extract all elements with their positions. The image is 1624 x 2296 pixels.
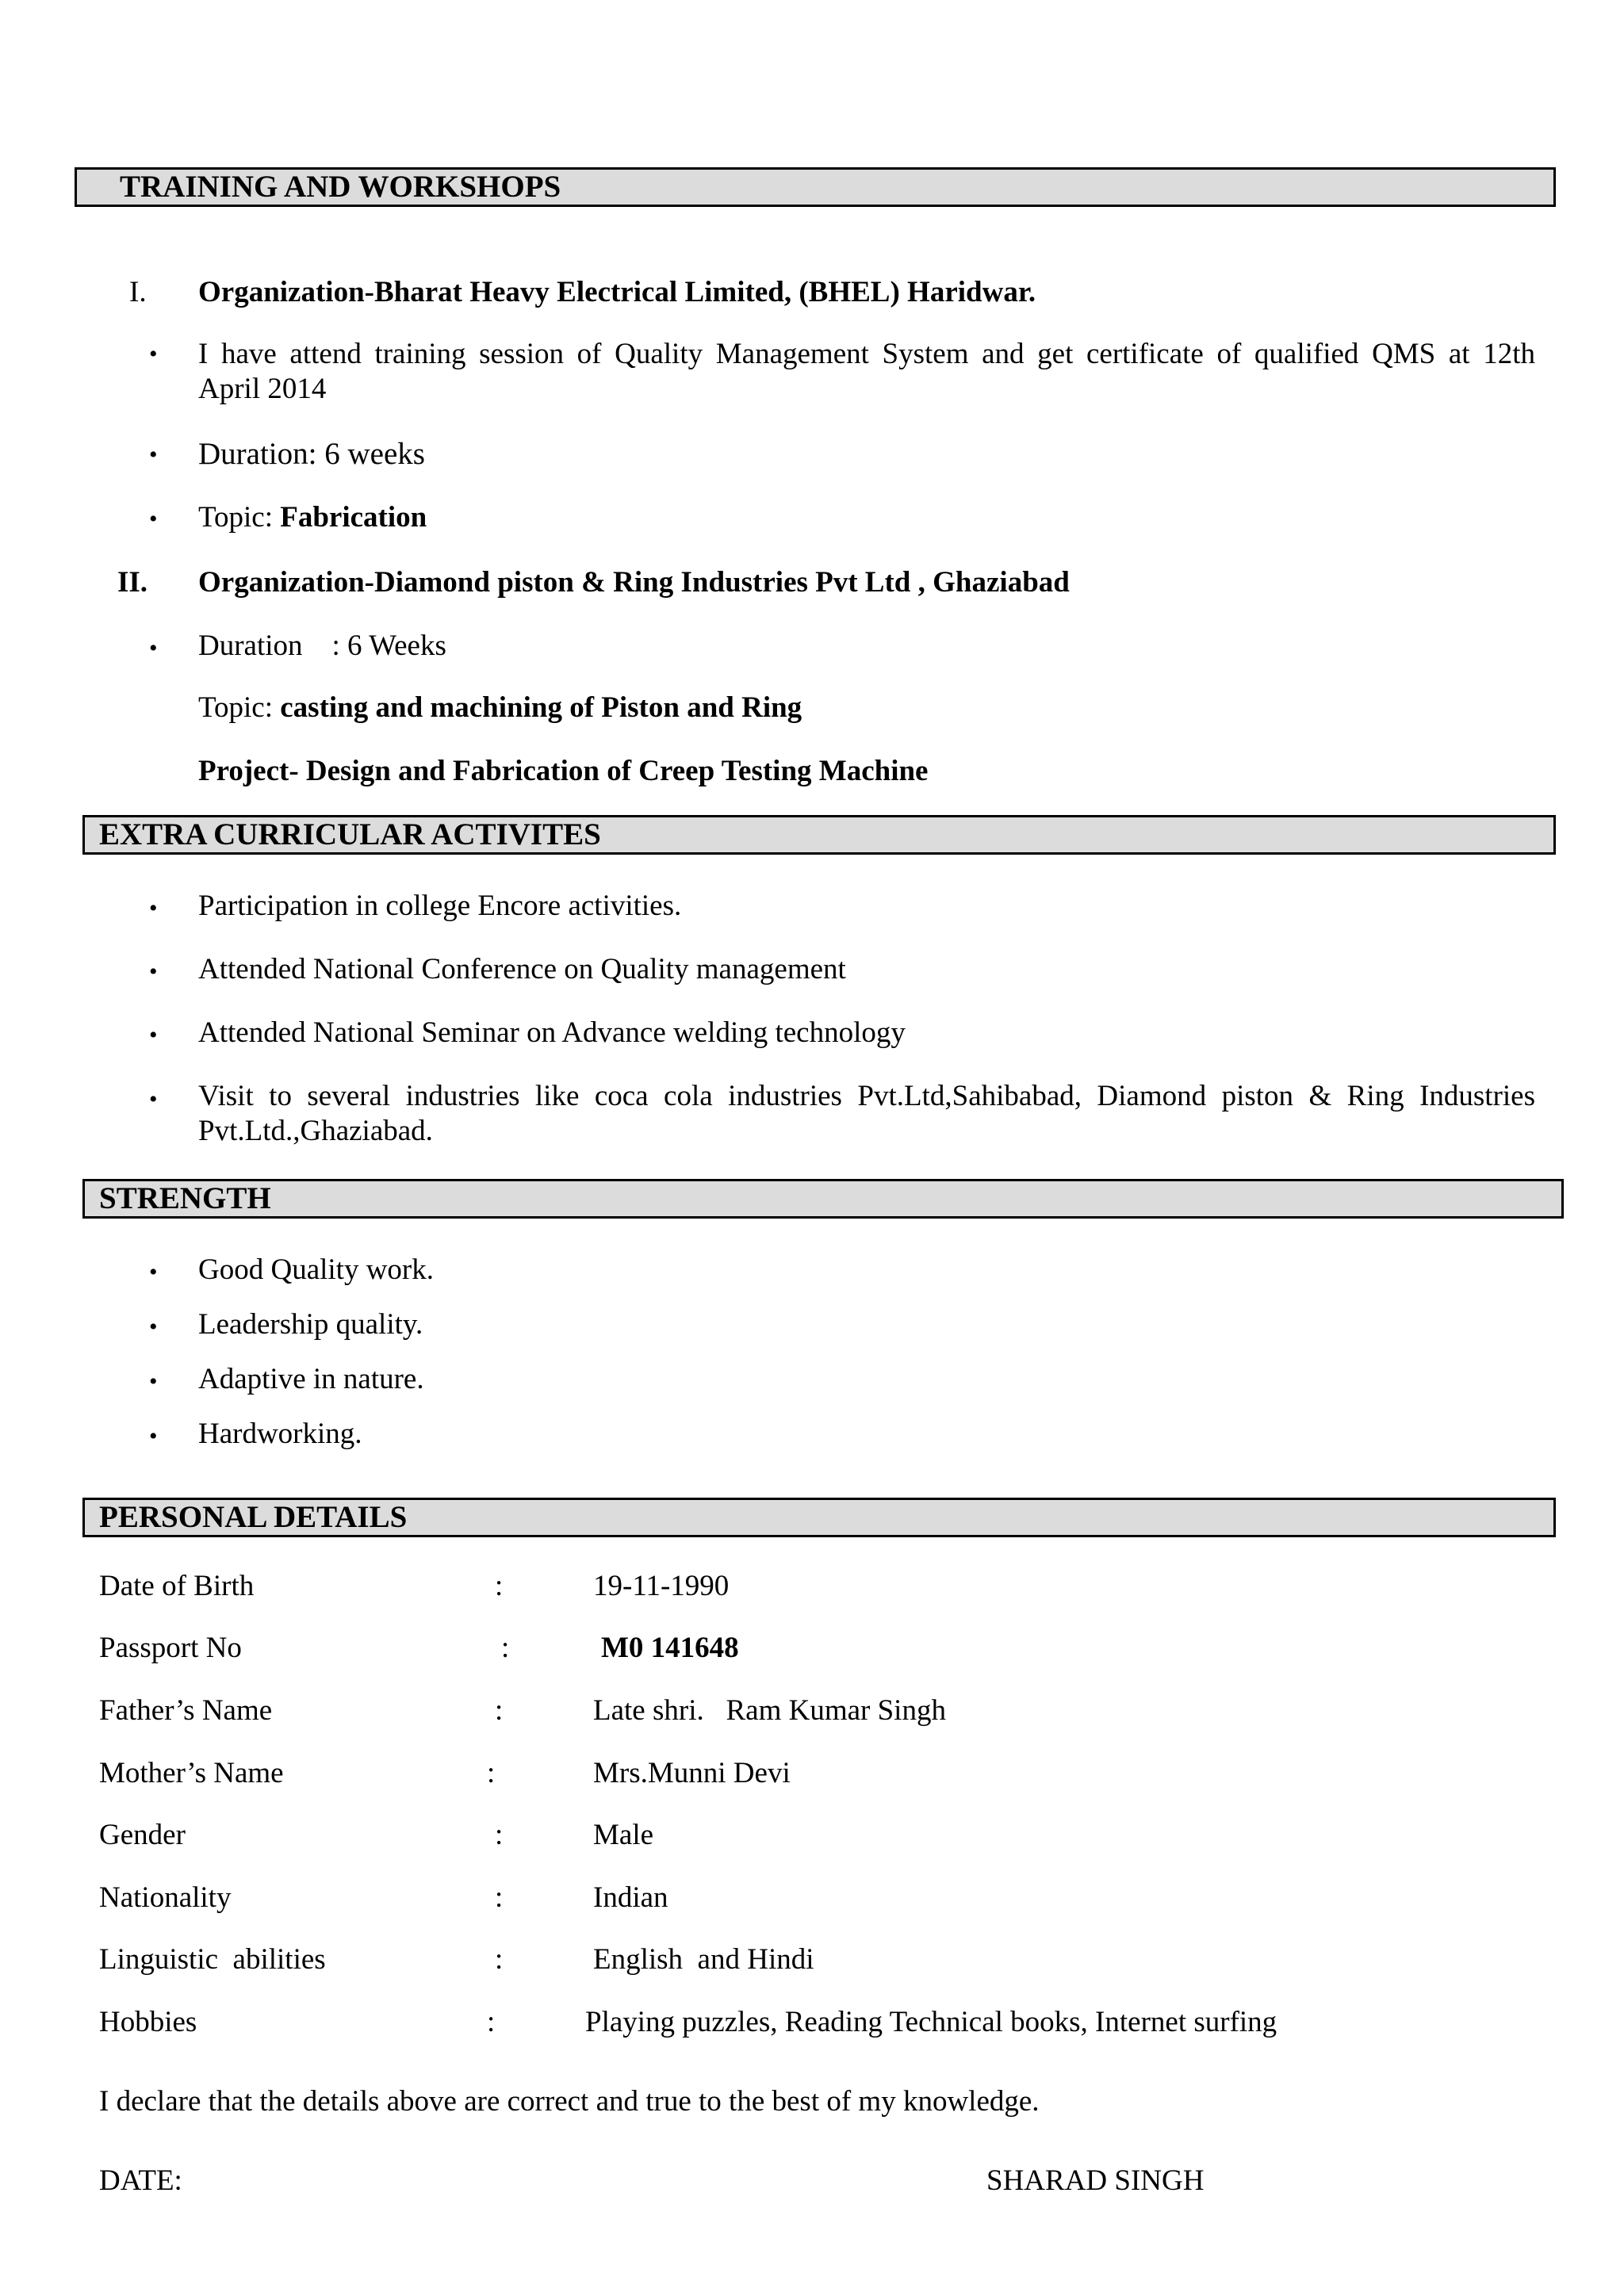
section-heading-strength — [82, 1179, 1564, 1219]
section-heading-personal — [82, 1498, 1556, 1537]
org2-topic-label: Topic: — [198, 691, 281, 724]
personal-label-nationality: Nationality — [99, 1881, 232, 1914]
section-heading-personal-text: PERSONAL DETAILS — [99, 1500, 408, 1534]
bullet-icon: • — [149, 506, 158, 532]
section-heading-training-text: TRAINING AND WORKSHOPS — [120, 170, 561, 204]
section-heading-extra-text: EXTRA CURRICULAR ACTIVITES — [99, 817, 601, 851]
bullet-icon: • — [149, 895, 158, 921]
bullet-icon: • — [149, 959, 158, 985]
section-heading-strength-text: STRENGTH — [99, 1181, 271, 1215]
extra-visit-item — [198, 1079, 1535, 1150]
strength-item: Adaptive in nature. — [198, 1363, 424, 1395]
org2-title: Organization-Diamond piston & Ring Industries Pvt Ltd , Ghaziabad — [198, 566, 1070, 599]
extra-item: Participation in college Encore activities. — [198, 890, 682, 922]
personal-value-nationality: Indian — [593, 1881, 668, 1914]
personal-value-dob: 19-11-1990 — [593, 1570, 730, 1602]
org2-numeral: II. — [117, 566, 148, 599]
personal-sep: : — [495, 1694, 504, 1727]
org1-topic-label: Topic: — [198, 501, 281, 534]
bullet-icon: • — [149, 1022, 158, 1048]
section-heading-extra — [82, 815, 1556, 855]
extra-visit-line1: Visit to several industries like coca cola industries Pvt.Ltd,Sahibabad, Diamond piston & Ring Industries — [198, 1080, 1535, 1112]
bullet-icon: • — [149, 1086, 158, 1112]
bullet-icon: • — [149, 1368, 158, 1395]
section-heading-training — [75, 167, 1556, 207]
declaration-text: I declare that the details above are correct and true to the best of my knowledge. — [99, 2085, 1040, 2118]
signature-name: SHARAD SINGH — [986, 2164, 1205, 2197]
personal-value-passport: M0 141648 — [601, 1632, 739, 1664]
personal-sep: : — [487, 1757, 496, 1789]
personal-label-mother: Mother’s Name — [99, 1757, 284, 1789]
personal-sep: : — [495, 1819, 504, 1851]
org1-topic — [198, 500, 427, 535]
personal-label-dob: Date of Birth — [99, 1570, 255, 1602]
personal-value-gender: Male — [593, 1819, 654, 1851]
personal-label-hobbies: Hobbies — [99, 2006, 197, 2038]
bullet-icon: • — [149, 635, 158, 661]
bullet-icon: • — [149, 1314, 158, 1340]
bullet-icon: • — [149, 442, 158, 468]
org1-training-description — [198, 337, 1535, 408]
date-label: DATE: — [99, 2164, 182, 2197]
strength-item: Leadership quality. — [198, 1308, 423, 1341]
org1-topic-value: Fabrication — [280, 501, 427, 534]
personal-value-hobbies: Playing puzzles, Reading Technical books, Internet surfing — [585, 2006, 1277, 2038]
org2-project: Project- Design and Fabrication of Creep Testing Machine — [198, 755, 929, 787]
org1-duration: Duration: 6 weeks — [198, 437, 425, 471]
personal-sep: : — [495, 1570, 504, 1602]
org2-topic-value: casting and machining of Piston and Ring — [280, 691, 802, 724]
extra-visit-line2: Pvt.Ltd.,Ghaziabad. — [198, 1115, 433, 1148]
personal-label-languages: Linguistic abilities — [99, 1943, 326, 1976]
org2-topic — [198, 691, 802, 725]
personal-value-father: Late shri. Ram Kumar Singh — [593, 1694, 946, 1727]
bullet-icon: • — [149, 1259, 158, 1285]
bullet-icon: • — [149, 341, 158, 367]
org1-numeral: I. — [129, 276, 147, 308]
personal-value-mother: Mrs.Munni Devi — [593, 1757, 791, 1789]
personal-sep: : — [495, 1881, 504, 1914]
org1-title: Organization-Bharat Heavy Electrical Limited, (BHEL) Haridwar. — [198, 276, 1036, 308]
personal-sep: : — [487, 2006, 496, 2038]
personal-sep: : — [495, 1943, 504, 1976]
bullet-icon: • — [149, 1423, 158, 1449]
org1-training-line2: April 2014 — [198, 373, 327, 406]
org1-training-line1: I have attend training session of Quality Management System and get certificate of qualified QMS at 12th — [198, 338, 1535, 370]
strength-item: Good Quality work. — [198, 1253, 434, 1286]
extra-item: Attended National Conference on Quality management — [198, 953, 846, 985]
personal-label-father: Father’s Name — [99, 1694, 273, 1727]
personal-value-languages: English and Hindi — [593, 1943, 814, 1976]
strength-item: Hardworking. — [198, 1418, 362, 1450]
personal-label-gender: Gender — [99, 1819, 186, 1851]
extra-item: Attended National Seminar on Advance welding technology — [198, 1016, 906, 1049]
org2-duration: Duration : 6 Weeks — [198, 629, 446, 662]
personal-sep: : — [501, 1632, 510, 1664]
personal-label-passport: Passport No — [99, 1632, 242, 1664]
